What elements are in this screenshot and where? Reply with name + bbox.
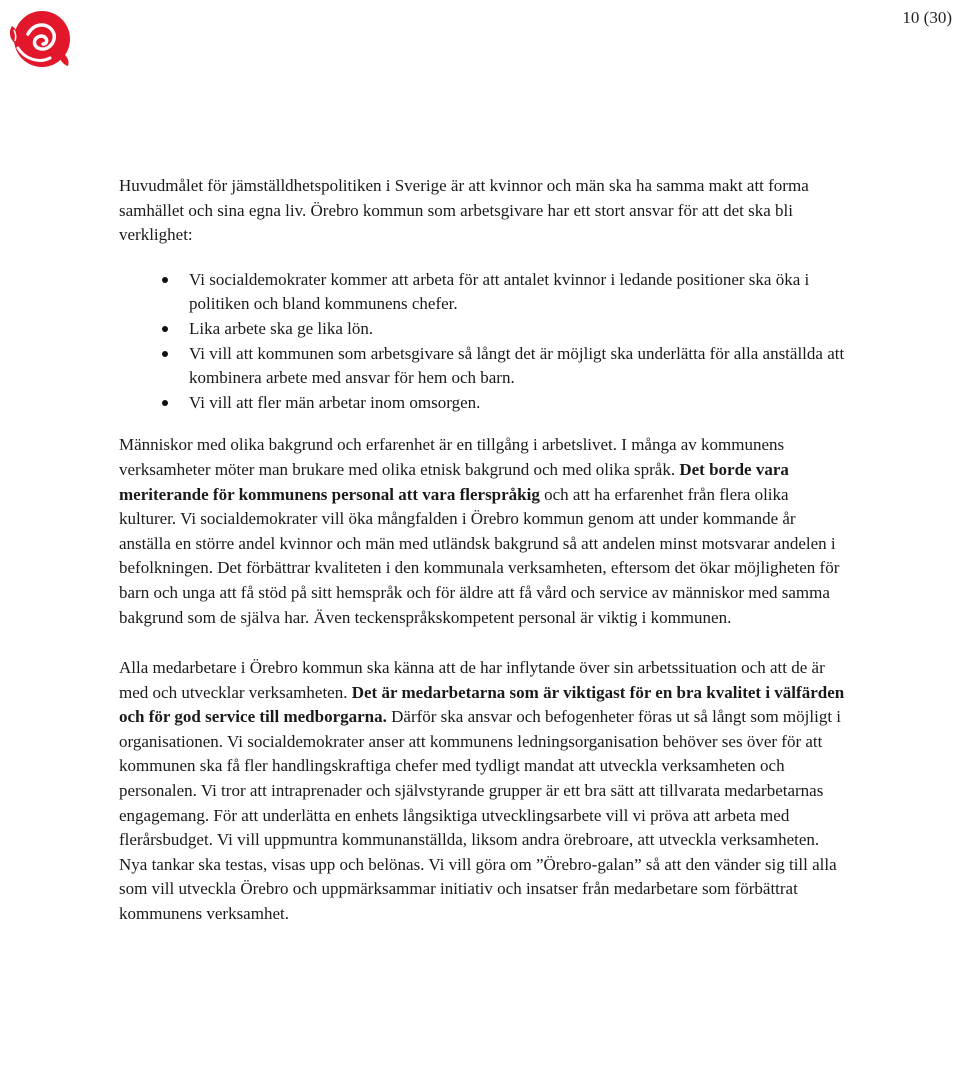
bold-statement: Det borde vara meriterande för kommunens personal att vara flerspråkig bbox=[119, 459, 789, 504]
list-item: Lika arbete ska ge lika lön. bbox=[189, 317, 849, 342]
paragraph-text: och att ha erfarenhet från flera olika kulturer. Vi socialdemokrater vill öka mångfalden i Örebro kommun genom att under kommande år anställa en större andel kvinnor och män med utländsk bakgrund så att andelen minst motsvarar andelen i befolkningen. Det förbättrar kvaliteten i den kommunala verksamheten, eftersom det ökar möjligheten för barn och unga att få stöd på sitt hemspråk och för äldre att få vård och service av människor med samma bakgrund som de själva har. Även teckenspråkskompetent personal är viktig i kommunen. bbox=[119, 484, 840, 627]
intro-paragraph: Huvudmålet för jämställdhetspolitiken i Sverige är att kvinnor och män ska ha samma makt att forma samhället och sina egna liv. Örebro kommun som arbetsgivare har ett stort ansvar för att det ska bli verklighet: bbox=[119, 176, 809, 245]
list-item: Vi socialdemokrater kommer att arbeta för att antalet kvinnor i ledande positioner ska öka i politiken och bland kommunens chefer. bbox=[189, 268, 849, 317]
bullet-list bbox=[119, 268, 849, 416]
rose-logo-icon bbox=[4, 4, 74, 74]
paragraph-text: Människor med olika bakgrund och erfarenhet är en tillgång i arbetslivet. I många av kommunens verksamheter möter man brukare med olika etnisk bakgrund och med olika språk. bbox=[119, 435, 785, 479]
employees-paragraph bbox=[119, 656, 849, 927]
paragraph-text: Därför ska ansvar och befogenheter föras ut så långt som möjligt i organisationen. Vi socialdemokrater anser att kommunens ledningsorganisation behöver ses över för att kommunen ska få fler handlingskraftiga chefer med tydligt mandat att utveckla verksamheten och personalen. Vi tror att intraprenader och självstyrande grupper är ett bra sätt att tillvarata medarbetarnas engagemang. För att underlätta en enhets långsiktiga utvecklingsarbete vill vi pröva att arbeta med flerårsbudget. Vi vill uppmuntra kommunanställda, liksom andra örebroare, att utveckla verksamheten. Nya tankar ska testas, visas upp och belönas. Vi vill göra om ”Örebro-galan” så att den vänder sig till alla som vill utveckla Örebro och uppmärksammar initiativ och insatser från medarbetare som förbättrat kommunens verksamhet. bbox=[119, 707, 842, 924]
paragraph-text: Alla medarbetare i Örebro kommun ska känna att de har inflytande över sin arbetssituation och att de är med och utvecklar verksamheten. bbox=[119, 658, 825, 702]
bold-statement: Det är medarbetarna som är viktigast för en bra kvalitet i välfärden och för god service till medborgarna. bbox=[119, 682, 845, 727]
page-number: 10 (30) bbox=[902, 8, 952, 27]
list-item: Vi vill att kommunen som arbetsgivare så långt det är möjligt ska underlätta för alla anställda att kombinera arbete med ansvar för hem och barn. bbox=[189, 342, 849, 391]
list-item: Vi vill att fler män arbetar inom omsorgen. bbox=[189, 391, 849, 416]
document-body bbox=[119, 174, 849, 927]
diversity-paragraph bbox=[119, 433, 849, 630]
